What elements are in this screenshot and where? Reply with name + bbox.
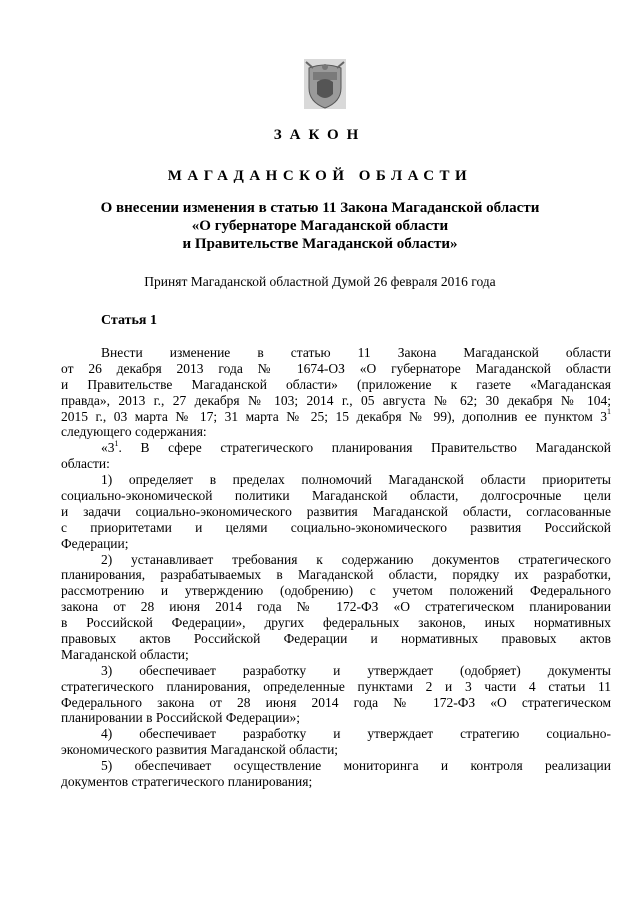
article-body (61, 345, 611, 790)
article-text-line (61, 774, 611, 790)
text-segment: Федерального закона от 28 июня 2014 года № 172-ФЗ «О стратегическом (61, 694, 611, 710)
text-segment: Федерации; (61, 535, 129, 551)
text-segment: правовых актов Российской Федерации и нормативных правовых актов (61, 631, 611, 647)
article-text-line (61, 377, 611, 393)
text-segment: от 26 декабря 2013 года № 1674-ОЗ «О губернаторе Магаданской области (61, 360, 611, 376)
article-text-line (61, 679, 611, 695)
text-segment: 5) обеспечивает осуществление мониторинга и контроля реализации (101, 758, 611, 774)
text-segment: планировании в Российской Федерации»; (61, 710, 301, 726)
article-text-line (61, 742, 611, 758)
text-segment: в Российской Федерации», других федеральных законов, иных нормативных (61, 615, 611, 631)
text-segment: 1) определяет в пределах полномочий Магаданской области приоритеты (101, 472, 611, 488)
article-text-line (61, 663, 611, 679)
article-text-line (61, 345, 611, 361)
article-text-line (61, 599, 611, 615)
law-title-line: и Правительстве Магаданской области» (182, 236, 458, 252)
article-text-line (61, 647, 611, 663)
article-text-line (61, 631, 611, 647)
text-segment: стратегического планирования, определенные пунктами 2 и 3 части 4 статьи 11 (61, 678, 611, 694)
text-segment: следующего содержания: (61, 424, 207, 440)
article-text-line (61, 567, 611, 583)
text-segment: . В сфере стратегического планирования Правительство Магаданской (118, 440, 611, 456)
region-heading: МАГАДАНСКОЙ ОБЛАСТИ (167, 168, 473, 184)
article-text-line (61, 615, 611, 631)
article-text-line (61, 520, 611, 536)
article-text-line (61, 726, 611, 742)
document-type-heading: ЗАКОН (273, 127, 367, 143)
text-segment: 2015 г., 03 марта № 17; 31 марта № 25; 15 декабря № 99), дополнив ее пунктом 3 (61, 408, 607, 424)
text-segment: 4) обеспечивает разработку и утверждает стратегию социально- (101, 726, 611, 742)
superscript: 1 (607, 407, 611, 417)
text-segment: закона от 28 июня 2014 года № 172-ФЗ «О стратегическом планировании (61, 599, 611, 615)
text-segment: с приоритетами и целями социально-экономического развития Российской (61, 519, 611, 535)
article-heading: Статья 1 (101, 313, 157, 328)
text-segment: области: (61, 456, 110, 472)
article-text-line (61, 758, 611, 774)
article-text-line (61, 424, 611, 440)
text-segment: 3) обеспечивает разработку и утверждает (одобряет) документы (101, 662, 611, 678)
law-title (0, 199, 640, 253)
text-segment: экономического развития Магаданской области; (61, 742, 339, 758)
text-segment: и Правительстве Магаданской области» (приложение к газете «Магаданская (61, 376, 611, 392)
article-text-line (61, 710, 611, 726)
coat-of-arms-emblem (303, 58, 347, 110)
article-text-line (61, 393, 611, 409)
article-text-line (61, 552, 611, 568)
text-segment: 2) устанавливает требования к содержанию документов стратегического (101, 551, 611, 567)
text-segment: планирования, разрабатываемых в Магаданской области, порядку их разработки, (61, 567, 611, 583)
text-segment: «3 (101, 440, 115, 456)
text-segment: социально-экономической политики Магаданской области, долгосрочные цели (61, 488, 611, 504)
law-title-line: «О губернаторе Магаданской области (191, 218, 449, 234)
text-segment: правда», 2013 г., 27 декабря № 103; 2014 г., 05 августа № 62; 30 декабря № 104; (61, 392, 611, 408)
article-text-line (61, 472, 611, 488)
article-text-line (61, 695, 611, 711)
superscript: 1 (114, 438, 119, 448)
law-title-line: О внесении изменения в статью 11 Закона Магаданской области (100, 200, 540, 216)
text-segment: документов стратегического планирования; (61, 774, 313, 790)
article-text-line (61, 409, 611, 425)
text-segment: рассмотрению и утверждению (одобрению) с учетом положений Федерального (61, 583, 611, 599)
text-segment: Магаданской области; (61, 646, 189, 662)
adoption-note: Принят Магаданской областной Думой 26 февраля 2016 года (144, 274, 496, 289)
article-text-line (61, 583, 611, 599)
article-text-line (61, 361, 611, 377)
text-segment: Внести изменение в статью 11 Закона Магаданской области (101, 345, 611, 360)
article-text-line (61, 456, 611, 472)
article-text-line (61, 504, 611, 520)
article-text-line (61, 536, 611, 552)
text-segment: и задачи социально-экономического развития Магаданской области, согласованные (61, 503, 611, 519)
article-text-line (61, 440, 611, 456)
article-text-line (61, 488, 611, 504)
